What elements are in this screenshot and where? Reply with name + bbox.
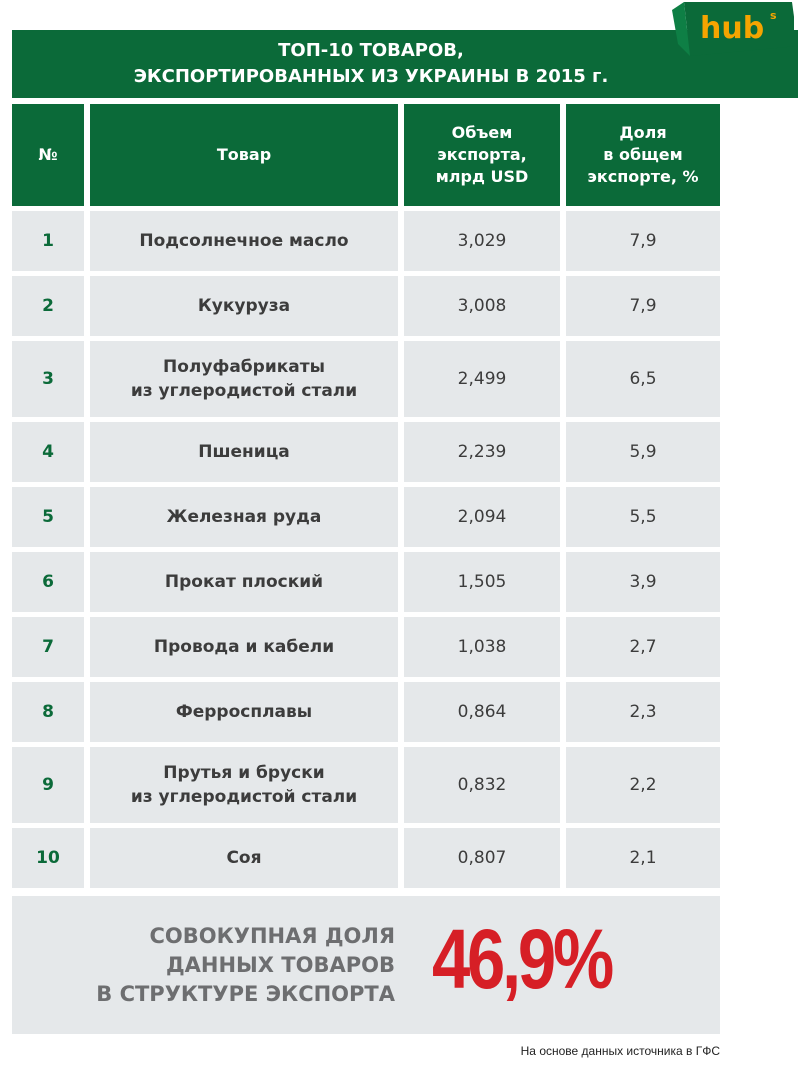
product-name bbox=[90, 211, 398, 271]
product-name bbox=[90, 341, 398, 417]
product-name-line-2: из углеродистой стали bbox=[130, 787, 358, 807]
row-number: 1 bbox=[12, 211, 84, 271]
product-name-line-1: Пшеница bbox=[198, 442, 290, 462]
header-share-line-2: в общем bbox=[603, 145, 683, 164]
header-volume-line-3: млрд USD bbox=[435, 167, 529, 186]
export-volume: 2,499 bbox=[404, 341, 560, 417]
product-name-line-1: Прутья и бруски bbox=[163, 763, 325, 783]
product-name-line-1: Кукуруза bbox=[197, 296, 291, 316]
export-volume: 0,864 bbox=[404, 682, 560, 742]
product-name-line-1: Ферросплавы bbox=[175, 702, 313, 722]
summary-box bbox=[12, 896, 720, 1034]
row-number: 9 bbox=[12, 747, 84, 823]
product-name bbox=[90, 422, 398, 482]
row-number: 8 bbox=[12, 682, 84, 742]
product-name-line-1: Соя bbox=[226, 848, 262, 868]
row-number: 6 bbox=[12, 552, 84, 612]
header-num: № bbox=[12, 104, 84, 206]
source-note: На основе данных источника в ГФС bbox=[520, 1044, 720, 1058]
product-name-line-1: Провода и кабели bbox=[153, 637, 335, 657]
row-number: 10 bbox=[12, 828, 84, 888]
export-share: 2,1 bbox=[566, 828, 720, 888]
product-name-line-2: из углеродистой стали bbox=[130, 381, 358, 401]
export-volume: 2,094 bbox=[404, 487, 560, 547]
header-volume-line-1: Объем bbox=[451, 123, 513, 142]
row-number: 5 bbox=[12, 487, 84, 547]
export-volume: 1,038 bbox=[404, 617, 560, 677]
header-volume bbox=[404, 104, 560, 206]
product-name bbox=[90, 276, 398, 336]
export-share: 7,9 bbox=[566, 211, 720, 271]
export-share: 3,9 bbox=[566, 552, 720, 612]
export-volume: 3,029 bbox=[404, 211, 560, 271]
summary-value: 46,9% bbox=[432, 912, 611, 1006]
logo-superscript: s bbox=[770, 9, 777, 22]
export-share: 2,2 bbox=[566, 747, 720, 823]
product-name-line-1: Железная руда bbox=[166, 507, 322, 527]
export-volume: 0,832 bbox=[404, 747, 560, 823]
product-name bbox=[90, 487, 398, 547]
header-volume-line-2: экспорта, bbox=[437, 145, 527, 164]
export-volume: 2,239 bbox=[404, 422, 560, 482]
export-share: 7,9 bbox=[566, 276, 720, 336]
export-volume: 3,008 bbox=[404, 276, 560, 336]
summary-label-line-3: В СТРУКТУРЕ ЭКСПОРТА bbox=[96, 982, 395, 1006]
summary-label-line-1: СОВОКУПНАЯ ДОЛЯ bbox=[149, 924, 395, 948]
export-share: 2,7 bbox=[566, 617, 720, 677]
hubs-logo bbox=[670, 0, 794, 58]
row-number: 3 bbox=[12, 341, 84, 417]
header-share bbox=[566, 104, 720, 206]
logo-text: hub bbox=[700, 11, 765, 46]
export-volume: 1,505 bbox=[404, 552, 560, 612]
product-name-line-1: Полуфабрикаты bbox=[163, 357, 325, 377]
product-name-line-1: Прокат плоский bbox=[164, 572, 324, 592]
header-share-line-1: Доля bbox=[619, 123, 667, 142]
product-name-line-1: Подсолнечное масло bbox=[139, 231, 349, 251]
header-product: Товар bbox=[90, 104, 398, 206]
row-number: 4 bbox=[12, 422, 84, 482]
page-title-line-1: ТОП-10 ТОВАРОВ, bbox=[278, 40, 464, 61]
export-share: 2,3 bbox=[566, 682, 720, 742]
product-name bbox=[90, 747, 398, 823]
page-title bbox=[12, 30, 730, 98]
row-number: 7 bbox=[12, 617, 84, 677]
summary-label-line-2: ДАННЫХ ТОВАРОВ bbox=[165, 953, 395, 977]
product-name bbox=[90, 682, 398, 742]
export-share: 5,9 bbox=[566, 422, 720, 482]
summary-label bbox=[95, 922, 395, 1009]
row-number: 2 bbox=[12, 276, 84, 336]
product-name bbox=[90, 828, 398, 888]
product-name bbox=[90, 617, 398, 677]
export-share: 5,5 bbox=[566, 487, 720, 547]
export-share: 6,5 bbox=[566, 341, 720, 417]
product-name bbox=[90, 552, 398, 612]
header-share-line-3: экспорте, % bbox=[587, 167, 699, 186]
export-volume: 0,807 bbox=[404, 828, 560, 888]
page-title-line-2: ЭКСПОРТИРОВАННЫХ ИЗ УКРАИНЫ В 2015 г. bbox=[133, 66, 609, 87]
